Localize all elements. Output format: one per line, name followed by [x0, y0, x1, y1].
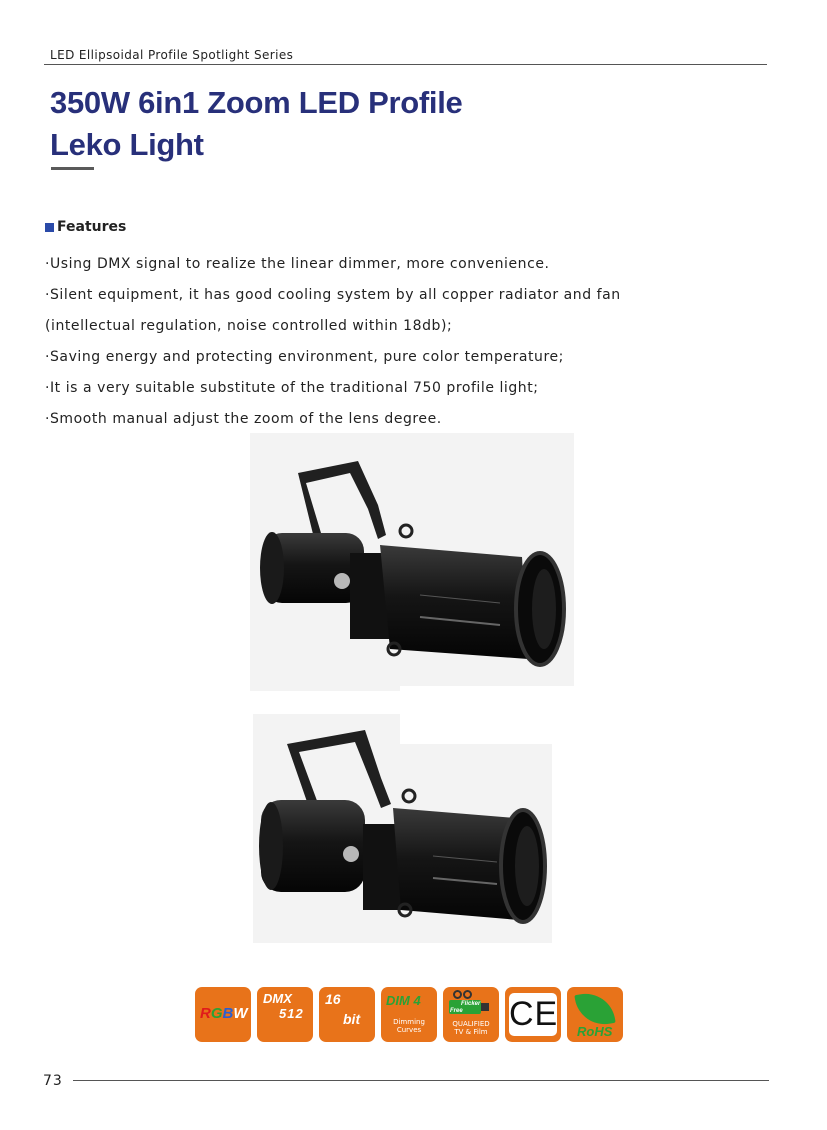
feature-line: ·Using DMX signal to realize the linear dimmer, more convenience. [45, 256, 550, 272]
features-list [45, 249, 621, 435]
page-number: 73 [43, 1073, 63, 1089]
leaf-icon [574, 989, 615, 1029]
footer-divider [73, 1080, 769, 1081]
16-bit-badge: 16 bit [319, 987, 375, 1042]
feature-line: ·Smooth manual adjust the zoom of the lens degree. [45, 411, 442, 427]
title-underline [51, 167, 94, 170]
product-photo-2 [253, 714, 552, 943]
rohs-badge: RoHS [567, 987, 623, 1042]
photo-2-edge [400, 714, 552, 744]
title-line-2: Leko Light [50, 127, 204, 162]
page-title [50, 82, 463, 166]
rgbw-badge: RGBW [195, 987, 251, 1042]
series-header: LED Ellipsoidal Profile Spotlight Series [50, 48, 294, 62]
dmx-512-badge: DMX 512 [257, 987, 313, 1042]
feature-line: ·Silent equipment, it has good cooling system by all copper radiator and fan [45, 287, 621, 303]
flicker-free-badge: Flicker Free QUALIFIED TV & Film [443, 987, 499, 1042]
feature-line: (intellectual regulation, noise controlled within 18db); [45, 318, 453, 334]
square-bullet-icon [45, 223, 54, 232]
features-heading [45, 219, 126, 235]
badge-row [195, 987, 623, 1042]
ce-mark-icon: CE [509, 993, 557, 1036]
profile-spotlight-image [250, 433, 574, 691]
ce-mark-badge [505, 987, 561, 1042]
features-heading-label: Features [57, 219, 127, 235]
product-photo-1 [250, 433, 574, 691]
photo-1-edge [400, 686, 574, 694]
title-line-1: 350W 6in1 Zoom LED Profile [50, 85, 463, 120]
feature-line: ·Saving energy and protecting environment, pure color temperature; [45, 349, 564, 365]
feature-line: ·It is a very suitable substitute of the traditional 750 profile light; [45, 380, 539, 396]
header-divider [44, 64, 767, 65]
dim-4-badge: DIM 4 Dimming Curves [381, 987, 437, 1042]
profile-spotlight-image [253, 714, 552, 943]
